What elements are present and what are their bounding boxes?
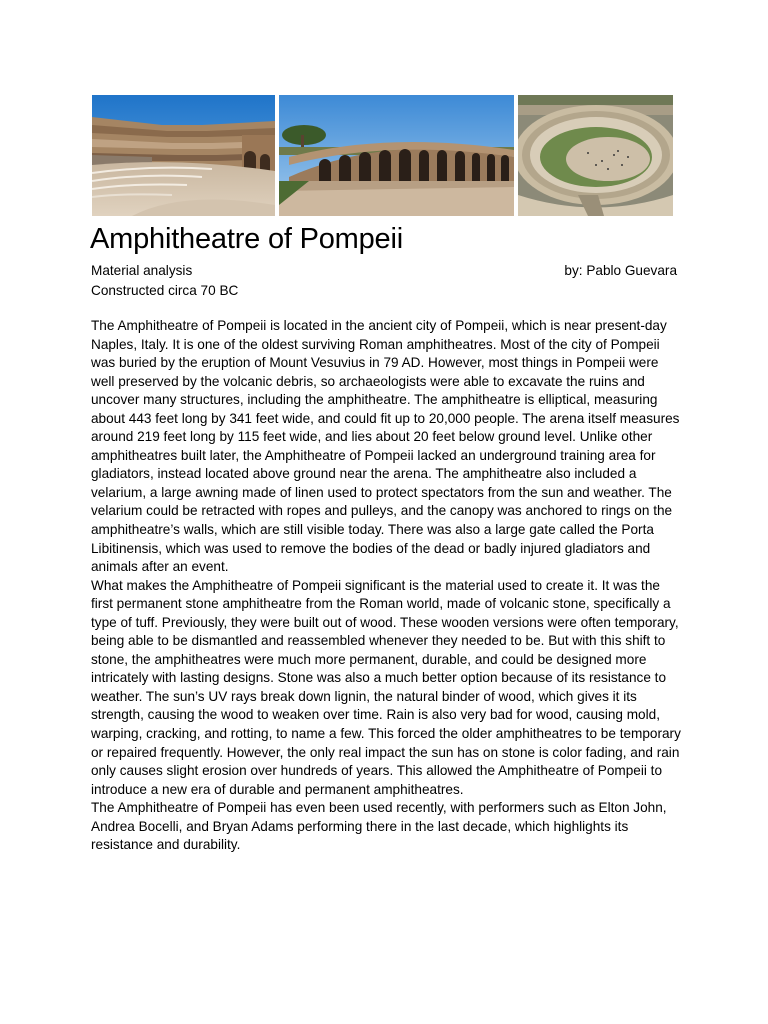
amphitheatre-exterior-photo <box>279 95 514 216</box>
amphitheatre-seating-photo <box>92 95 275 216</box>
exterior-photo-image <box>279 95 514 216</box>
document-meta <box>91 261 677 300</box>
subtitle: Material analysis <box>91 263 193 278</box>
paragraph-history: The Amphitheatre of Pompeii is located in the ancient city of Pompeii, which is near present-day Naples, Italy. It is one of the oldest surviving Roman amphitheatres. Most of the city of Pompeii was buried by the eruption of Mount Vesuvius in 79 AD. However, most things in Pompeii were well preserved by the volcanic debris, so archaeologists were able to excavate the ruins and uncover many structures, including the amphitheatre. The amphitheatre is elliptical, measuring about 443 feet long by 341 feet wide, and could fit up to 20,000 people. The arena itself measures around 219 feet long by 115 feet wide, and lies about 20 feet below ground level. Unlike other amphitheatres built later, the Amphitheatre of Pompeii lacked an underground training area for gladiators, instead located above ground near the arena. The amphitheatre also included a velarium, a large awning made of linen used to protect spectators from the sun and weather. The velarium could be retracted with ropes and pulleys, and the canopy was anchored to rings on the amphitheatre’s walls, which are still visible today. There was also a large gate called the Porta Libitinensis, which was used to remove the bodies of the dead or badly injured gladiators and animals after an event. <box>91 318 680 575</box>
seating-photo-image <box>92 95 275 216</box>
paragraph-modern-use: The Amphitheatre of Pompeii has even been used recently, with performers such as Elton John, Andrea Bocelli, and Bryan Adams performing there in the last decade, which highlights its resistance and durability. <box>91 800 667 853</box>
meta-row <box>91 261 677 281</box>
page-title: Amphitheatre of Pompeii <box>90 223 403 255</box>
paragraph-material: What makes the Amphitheatre of Pompeii significant is the material used to create it. It was the first permanent stone amphitheatre from the Roman world, made of volcanic stone, specifically a type of tuff. Previously, they were built out of wood. These wooden versions were often temporary, being able to be dismantled and reassembled whenever they needed to be. But with this shift to stone, the amphitheatres were much more permanent, durable, and could be designed more intricately with lasting designs. Stone was also a much better option because of its resistance to weather. The sun’s UV rays break down lignin, the natural binder of wood, which gives it its strength, causing the wood to weaken over time. Rain is also very bad for wood, causing mold, warping, cracking, and rotting, to name a few. This forced the older amphitheatres to be temporary or repaired frequently. However, the only real impact the sun has on stone is color fading, and rain only causes slight erosion over hundreds of years. This allowed the Amphitheatre of Pompeii to introduce a new era of durable and permanent amphitheatres. <box>91 577 681 797</box>
body-text <box>91 317 681 855</box>
arena-photo-image <box>518 95 673 216</box>
author-line: by: Pablo Guevara <box>564 263 677 278</box>
construction-date: Constructed circa 70 BC <box>91 282 239 298</box>
amphitheatre-arena-photo <box>518 95 673 216</box>
